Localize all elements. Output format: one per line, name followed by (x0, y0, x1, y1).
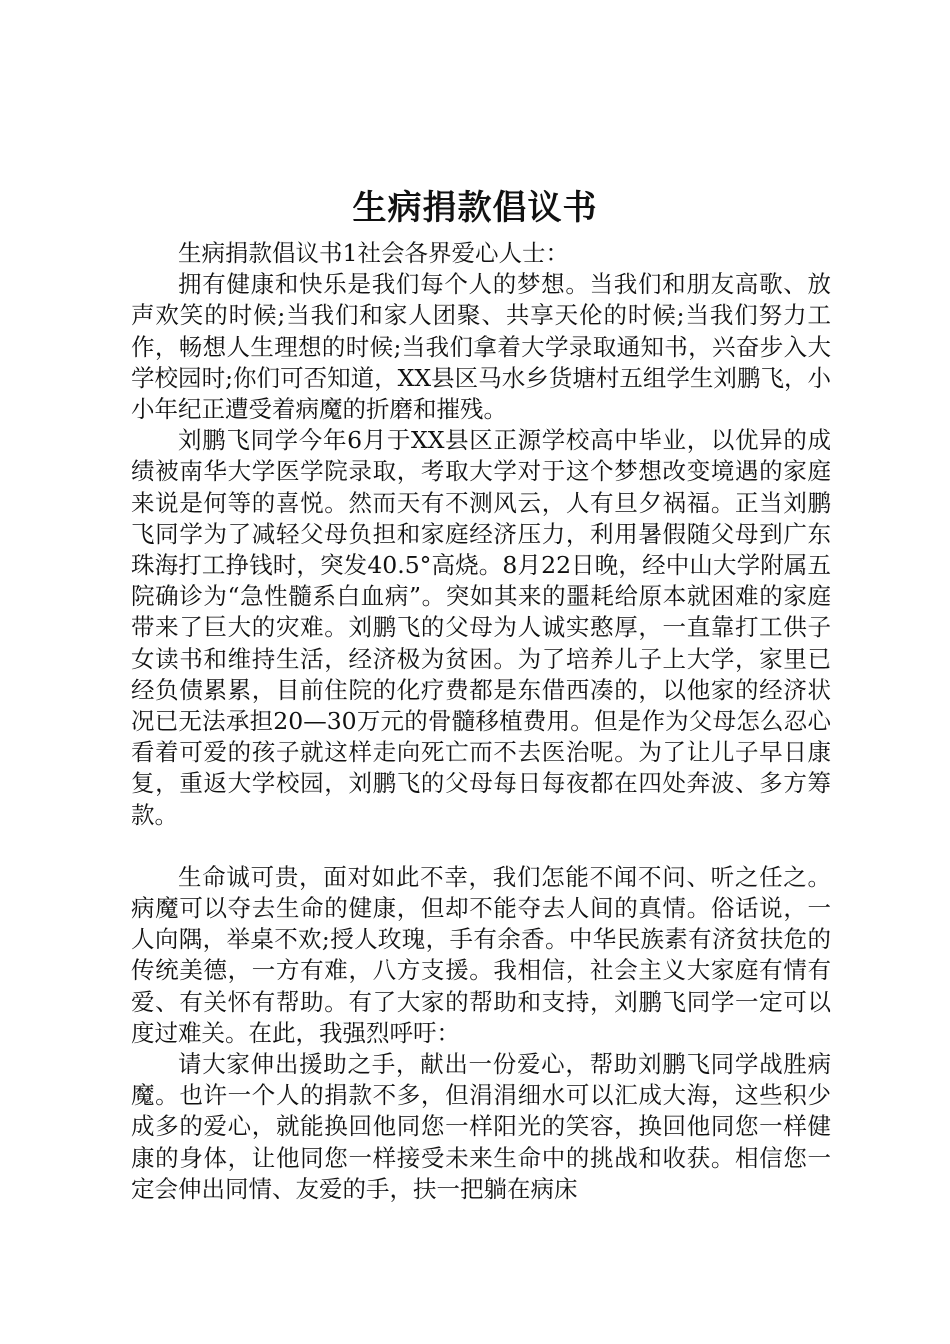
document-title: 生病捐款倡议书 (352, 188, 598, 228)
paragraph-appeal: 生命诚可贵，面对如此不幸，我们怎能不闻不问、听之任之。病魔可以夺去生命的健康，但却不能夺去人间的真情。俗话说，一人向隅，举桌不欢;授人玫瑰，手有余香。中华民族素有济贫扶危的传统美德，一方有难，八方支援。我相信，社会主义大家庭有情有爱、有关怀有帮助。有了大家的帮助和支持，刘鹏飞同学一定可以度过难关。在此，我强烈呼吁： (131, 862, 831, 1047)
paragraph-call-to-action: 请大家伸出援助之手，献出一份爱心，帮助刘鹏飞同学战胜病魔。也许一个人的捐款不多，但涓涓细水可以汇成大海，这些积少成多的爱心，就能换回他同您一样阳光的笑容，换回他同您一样健康的身体，让他同您一样接受未来生命中的挑战和收获。相信您一定会伸出同情、友爱的手，扶一把躺在病床 (131, 1050, 831, 1203)
paragraph-story: 刘鹏飞同学今年6月于XX县区正源学校高中毕业，以优异的成绩被南华大学医学院录取，考取大学对于这个梦想改变境遇的家庭来说是何等的喜悦。然而天有不测风云，人有旦夕祸福。正当刘鹏飞同学为了减轻父母负担和家庭经济压力，利用暑假随父母到广东珠海打工挣钱时，突发40.5°高烧。8月22日晚，经中山大学附属五院确诊为“急性髓系白血病”。突如其来的噩耗给原本就困难的家庭带来了巨大的灾难。刘鹏飞的父母为人诚实憨厚，一直靠打工供子女读书和维持生活，经济极为贫困。为了培养儿子上大学，家里已经负债累累，目前住院的化疗费都是东借西凑的，以他家的经济状况已无法承担20—30万元的骨髓移植费用。但是作为父母怎么忍心看着可爱的孩子就这样走向死亡而不去医治呢。为了让儿子早日康复，重返大学校园，刘鹏飞的父母每日每夜都在四处奔波、多方筹款。 (131, 426, 831, 829)
paragraph-intro: 拥有健康和快乐是我们每个人的梦想。当我们和朋友高歌、放声欢笑的时候;当我们和家人团聚、共享天伦的时候;当我们努力工作，畅想人生理想的时候;当我们拿着大学录取通知书，兴奋步入大学校园时;你们可否知道，XX县区马水乡货塘村五组学生刘鹏飞，小小年纪正遭受着病魔的折磨和摧残。 (131, 270, 831, 424)
document-body (131, 238, 831, 1205)
paragraph-salutation: 生病捐款倡议书1社会各界爱心人士： (178, 239, 569, 267)
